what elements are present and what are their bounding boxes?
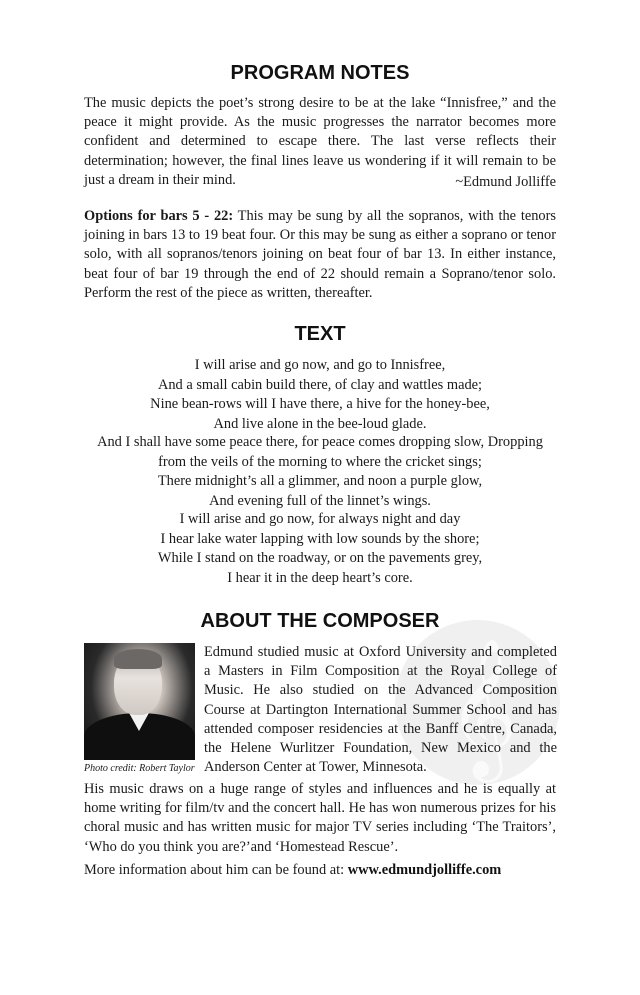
more-info [84,861,556,880]
composer-bio-1: Edmund studied music at Oxford University and completed a Masters in Film Composition at the Royal College of Music. He also studied on the Advanced Composition Course at Dartington International Summer School and has attended composer residencies at the Banff Centre, Canada, the Helene Wurlitzer Foundation, New Mexico and the Anderson Center at Tower, Minnesota. [204,644,557,776]
poem-line: from the veils of the morning to where the cricket sings; [158,453,482,470]
poem-line: While I stand on the roadway, or on the pavements grey, [157,550,483,566]
options-text: This may be sung by all the sopranos, with the tenors joining in bars 13 to 19 beat four. Or this may be sung as either a soprano or tenor solo, with all sopranos/tenors joining on beat four of bar 13. In either instance, beat four of bar 19 through the end of 22 should remain a Soprano/tenor solo. Perform the rest of the piece as written, thereafter. [84,208,556,301]
poem-line: Nine bean-rows will I have there, a hive for the honey-bee, [150,396,490,412]
poem-line: And a small cabin build there, of clay and wattles made; [157,376,483,393]
poem-line: And I shall have some peace there, for peace comes dropping slow, Dropping [97,434,543,450]
composer-photo [84,643,195,760]
treble-clef-watermark-icon: 𝄞 [395,620,560,785]
website-link[interactable]: www.edmundjolliffe.com [347,862,502,878]
signature: ~Edmund Jolliffe [455,174,556,190]
composer-bio-2: His music draws on a huge range of styles and influences and he is equally at home writing for film/tv and the concert hall. He has won numerous prizes for his choral music and has written music for major TV series including ‘The Traitors’, ‘Who do you think you are?’and ‘Homestead Rescue’. [84,781,556,855]
poem-line: I will arise and go now, and go to Innisfree, [194,357,446,373]
photo-caption: Photo credit: Robert Taylor [84,763,195,774]
poem-line: And evening full of the linnet’s wings. [209,492,431,509]
poem-line: I will arise and go now, for always night and day [179,511,461,527]
poem-line: There midnight’s all a glimmer, and noon a purple glow, [157,473,483,489]
poem-stanza-3 [84,510,556,588]
program-notes-heading: PROGRAM NOTES [230,62,410,84]
text-heading: TEXT [294,323,346,345]
poem-line: I hear lake water lapping with low sounds by the shore; [160,530,480,547]
poem-stanza-2 [84,433,556,511]
poem-line: I hear it in the deep heart’s core. [227,569,413,586]
poem-stanza-1 [84,356,556,434]
program-notes-paragraph: The music depicts the poet’s strong desire to be at the lake “Innisfree,” and the peace it might provide. As the music progresses the narrator becomes more confident and determined to escape there. The last verse reflects their determination; however, the final lines leave us wondering if it will remain to be just a dream in their mind. [84,95,556,188]
options-label: Options for bars 5 - 22: [84,208,234,224]
poem-line: And live alone in the bee-loud glade. [213,415,427,432]
options-paragraph [84,207,556,303]
more-info-prefix: More information about him can be found at: [84,862,348,878]
composer-heading: ABOUT THE COMPOSER [200,610,440,632]
